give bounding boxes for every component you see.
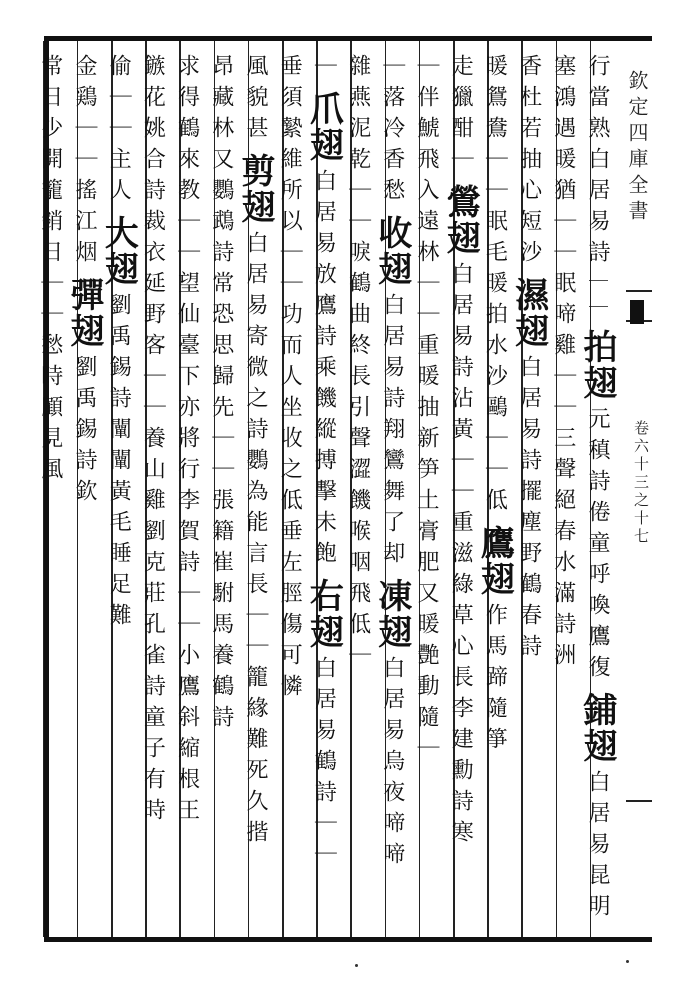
- text-column: [204, 54, 238, 934]
- entry-text: 白居易寄微之詩鸚為能言長｜｜: [242, 231, 268, 665]
- entry-text: 春水滿詩洲: [550, 519, 576, 674]
- entry-headword: 鶯翅: [440, 184, 481, 256]
- entry-text: 求得鶴來教｜｜望仙臺下亦將行李賀詩｜｜小鷹斜縮根王: [174, 54, 200, 829]
- entry-text: 詩: [516, 634, 542, 665]
- entry-headword: 彈翅: [63, 277, 104, 349]
- entry-text: 暖鴛鴦｜｜眠: [482, 54, 508, 240]
- margin-rule: [626, 290, 652, 292]
- text-column: [63, 54, 104, 934]
- entry-text: ｜｜唳鶴曲終長引聲: [345, 178, 371, 457]
- entry-text: 作馬蹄隨箏: [482, 603, 508, 758]
- entry-headword: 拍翅: [576, 329, 617, 401]
- entry-headword: 爪翅: [303, 91, 344, 163]
- entry-text: 白居易昆明: [584, 770, 610, 925]
- margin-book-title: 欽定四庫全書: [625, 70, 649, 226]
- entry-text: 入遠林｜｜重暖抽新笋土膏肥又暖艷動隨｜: [413, 178, 439, 767]
- entry-headword: 凍翅: [371, 578, 412, 650]
- entry-text: ｜落冷香愁: [379, 54, 405, 209]
- entry-text: 低垂左脛傷可憐: [277, 488, 303, 705]
- entry-text: 林又鸚鵡詩常恐思歸先｜｜張籍崔駙馬養鶴詩: [208, 116, 234, 736]
- entry-text: 偷｜｜主人: [106, 54, 132, 209]
- entry-text: 雜燕泥乾: [345, 54, 371, 178]
- text-column: [508, 54, 549, 934]
- entry-text: 毛睡足難: [106, 510, 132, 634]
- entry-text: 香杜若抽心短沙: [516, 54, 542, 271]
- entry-text: 昂藏: [208, 54, 234, 116]
- text-column: [474, 54, 515, 934]
- fish-tail-mark: [630, 300, 644, 324]
- text-column: [169, 54, 203, 934]
- text-column: [409, 54, 443, 934]
- entry-text: 塞鴻遇暖猶｜｜: [550, 54, 576, 271]
- entry-text: 元稹詩倦童呼喚鷹復: [584, 407, 610, 686]
- entry-headword: 剪翅: [234, 153, 275, 225]
- entry-text: 常日少開籠: [37, 54, 63, 209]
- entry-text: 鏃花姚合詩裁衣延野客｜｜養山雞劉克莊孔雀詩童子有時: [140, 54, 166, 829]
- entry-text: 白居易詩翔鸞舞了却: [379, 293, 405, 572]
- margin-rule: [626, 800, 652, 802]
- entry-text: 毛暖拍水沙鷗｜｜低: [482, 240, 508, 519]
- entry-text: 劉禹錫詩欽: [71, 355, 97, 510]
- text-column: [135, 54, 169, 934]
- entry-text: 須縶維所以｜｜功而人坐收之: [277, 85, 303, 488]
- scan-speck: [626, 960, 629, 963]
- text-column: [546, 54, 580, 934]
- text-column: [340, 54, 374, 934]
- text-column: [272, 54, 306, 934]
- entry-headword: 濕翅: [508, 277, 549, 349]
- entry-text: 白居易詩沾黃｜｜重滋綠草心長李建勳詩寒: [448, 262, 474, 851]
- entry-text: 行當熟白居易詩: [584, 54, 610, 271]
- entry-text: ｜伴鯱飛: [413, 54, 439, 178]
- text-column: [234, 54, 275, 934]
- entry-text: 白居易詩擺塵野鶴春: [516, 355, 542, 634]
- text-column: [371, 54, 412, 934]
- entry-text: ｜｜: [585, 271, 608, 323]
- entry-text: 澀饑喉咽飛低｜: [345, 457, 371, 674]
- entry-headword: 收翅: [371, 215, 412, 287]
- entry-headword: 右翅: [303, 578, 344, 650]
- entry-headword: 鋪翅: [576, 692, 617, 764]
- entry-text: 金鶏｜｜搖江烟: [71, 54, 97, 271]
- text-column: [33, 54, 67, 934]
- entry-text: 劉禹錫詩闡闡黃: [106, 293, 132, 510]
- entry-text: 垂: [277, 54, 303, 85]
- text-column: [303, 54, 344, 934]
- entry-text: 風貌甚: [242, 54, 268, 147]
- entry-headword: 鷹翅: [474, 525, 515, 597]
- text-column: [98, 54, 139, 934]
- entry-text: 白居易鶴詩｜｜: [311, 656, 337, 873]
- entry-headword: 大翅: [98, 215, 139, 287]
- scan-speck: [355, 964, 358, 967]
- margin-chapter-label: 卷六十三之十七: [632, 420, 650, 546]
- entry-text: 籠緣難死久揩: [242, 665, 268, 851]
- entry-text: 白居易烏夜啼啼: [379, 656, 405, 873]
- entry-text: 銷日｜｜愁時顧見風: [37, 209, 63, 488]
- entry-text: 白居易放鷹詩乘饑縱搏擊未飽: [311, 169, 337, 572]
- text-column: [440, 54, 481, 934]
- entry-text: 眠啼雞｜｜三聲絕: [550, 271, 576, 519]
- text-column: [576, 54, 617, 934]
- entry-text: ｜: [311, 54, 337, 85]
- entry-text: 走獵酣｜: [448, 54, 474, 178]
